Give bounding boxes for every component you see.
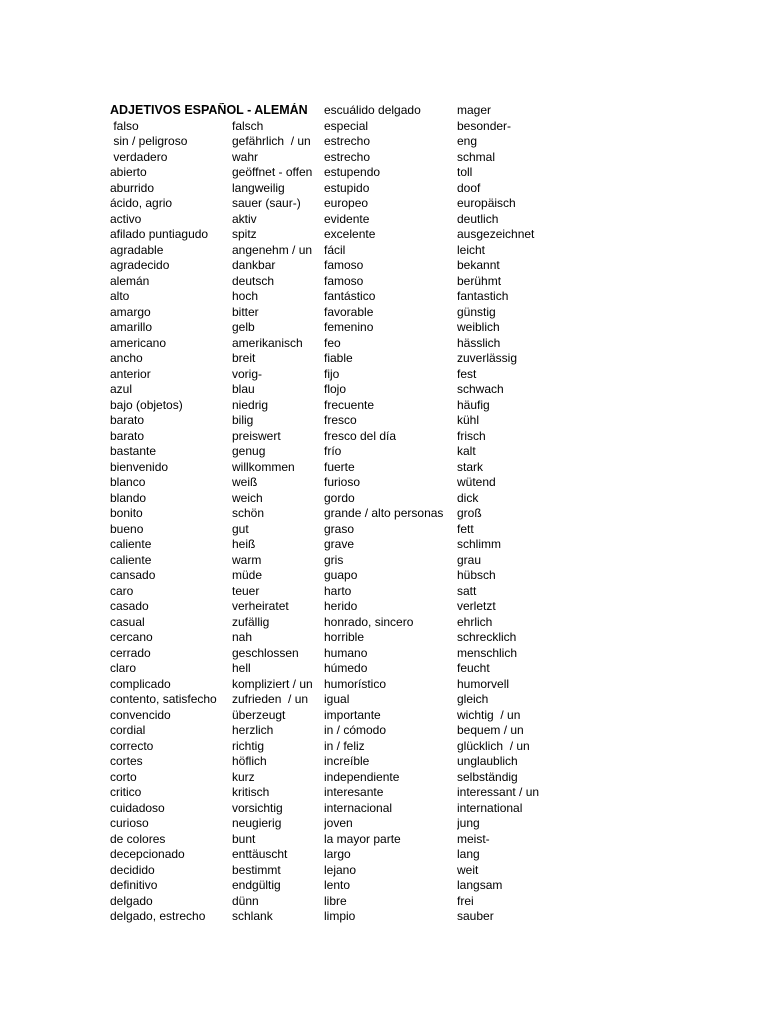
spanish-word: sin / peligroso: [110, 134, 188, 148]
german-word: ehrlich: [457, 614, 493, 629]
german-word: kurz: [232, 769, 255, 784]
spanish-word: humano: [324, 645, 368, 660]
spanish-word: humorístico: [324, 676, 387, 691]
german-word: bequem / un: [457, 723, 524, 737]
german-word: mager: [457, 103, 492, 117]
spanish-word: flojo: [324, 382, 347, 396]
spanish-word: amarillo: [110, 320, 153, 334]
german-word: jung: [457, 816, 480, 830]
german-word: vorig-: [232, 366, 263, 381]
spanish-word: caro: [110, 583, 134, 598]
spanish-word: critico: [110, 785, 142, 799]
spanish-word: agradable: [110, 242, 164, 257]
german-word: besonder-: [457, 118, 512, 133]
german-word: sauer (saur-): [232, 196, 301, 210]
german-word: blau: [232, 382, 255, 396]
spanish-word: interesante: [324, 785, 384, 799]
german-word: wütend: [457, 475, 496, 489]
spanish-word: estrecho: [324, 149, 371, 164]
spanish-word: delgado, estrecho: [110, 909, 206, 923]
german-word: überzeugt: [232, 707, 286, 722]
german-word: fett: [457, 521, 474, 536]
german-word: bunt: [232, 831, 256, 846]
spanish-word: grande / alto personas: [324, 506, 444, 520]
german-word: endgültig: [232, 878, 281, 892]
spanish-word: afilado puntiagudo: [110, 227, 209, 241]
german-word: interessant / un: [457, 785, 540, 799]
spanish-word: estrecho: [324, 134, 371, 148]
german-word: deutsch: [232, 273, 275, 288]
spanish-word: especial: [324, 118, 369, 133]
spanish-word: lejano: [324, 862, 357, 877]
german-word: leicht: [457, 242, 486, 257]
spanish-word: libre: [324, 893, 347, 908]
german-word: ausgezeichnet: [457, 227, 535, 241]
spanish-word: lento: [324, 878, 351, 892]
german-word: hässlich: [457, 335, 501, 350]
spanish-word: internacional: [324, 800, 393, 815]
german-word: zufällig: [232, 614, 270, 629]
german-word: weiblich: [457, 320, 500, 334]
german-word: gefährlich / un: [232, 134, 311, 148]
german-word: frei: [457, 893, 474, 908]
german-word: warm: [232, 552, 262, 567]
german-word: höflich: [232, 754, 267, 768]
german-word: gleich: [457, 692, 489, 706]
german-word: dick: [457, 490, 479, 505]
spanish-word: honrado, sincero: [324, 614, 414, 629]
spanish-word: cordial: [110, 723, 146, 737]
spanish-word: increíble: [324, 754, 370, 768]
spanish-word: horrible: [324, 630, 365, 644]
german-word: wahr: [232, 149, 259, 164]
spanish-word: convencido: [110, 707, 171, 722]
spanish-word: complicado: [110, 676, 171, 691]
spanish-word: limpio: [324, 909, 356, 923]
german-word: schwach: [457, 382, 504, 396]
spanish-word: bonito: [110, 506, 143, 520]
spanish-word: decepcionado: [110, 847, 185, 861]
german-word: verheiratet: [232, 599, 289, 613]
spanish-word: delgado: [110, 893, 153, 908]
spanish-word: fácil: [324, 242, 346, 257]
page-title: ADJETIVOS ESPAÑOL - ALEMÁN: [110, 103, 308, 117]
german-word: preiswert: [232, 428, 281, 443]
german-word: spitz: [232, 227, 257, 241]
german-word: heiß: [232, 537, 256, 551]
spanish-word: correcto: [110, 738, 154, 753]
german-word: selbständig: [457, 769, 518, 784]
spanish-word: grave: [324, 537, 355, 551]
spanish-word: amargo: [110, 304, 151, 319]
german-word: lang: [457, 847, 480, 861]
german-word: hoch: [232, 289, 259, 303]
spanish-word: fantástico: [324, 289, 376, 303]
german-word: günstig: [457, 304, 496, 319]
spanish-word: blando: [110, 490, 147, 505]
german-word: kompliziert / un: [232, 676, 313, 691]
spanish-word: anterior: [110, 366, 151, 381]
german-word: kalt: [457, 444, 476, 458]
spanish-word: falso: [110, 118, 139, 133]
spanish-word: cansado: [110, 568, 156, 582]
german-word: gut: [232, 521, 249, 536]
german-word: wichtig / un: [457, 707, 521, 722]
spanish-word: favorable: [324, 304, 374, 319]
spanish-word: guapo: [324, 568, 358, 582]
spanish-word: fiable: [324, 351, 353, 365]
spanish-word: frecuente: [324, 397, 375, 412]
german-word: willkommen: [232, 459, 295, 474]
german-word: hell: [232, 661, 251, 675]
spanish-word: fuerte: [324, 459, 355, 474]
german-word: weiß: [232, 475, 258, 489]
spanish-word: fresco: [324, 413, 357, 427]
german-word: schön: [232, 506, 265, 520]
spanish-word: ácido, agrio: [110, 196, 173, 210]
spanish-word: casual: [110, 614, 145, 629]
german-word: teuer: [232, 583, 260, 598]
spanish-word: barato: [110, 413, 145, 427]
spanish-word: de colores: [110, 831, 166, 846]
german-word: niedrig: [232, 397, 269, 412]
spanish-word: frío: [324, 444, 342, 458]
spanish-word: harto: [324, 583, 352, 598]
german-word: dünn: [232, 893, 259, 908]
german-word: amerikanisch: [232, 335, 303, 350]
spanish-word: aburrido: [110, 180, 155, 195]
german-word: doof: [457, 180, 481, 195]
spanish-word: fijo: [324, 366, 340, 381]
german-word: fest: [457, 366, 477, 381]
german-word: meist-: [457, 831, 490, 846]
german-word: müde: [232, 568, 263, 582]
german-word: schlank: [232, 909, 273, 923]
spanish-word: joven: [324, 816, 353, 830]
german-word: international: [457, 800, 523, 815]
spanish-word: caliente: [110, 552, 152, 567]
spanish-word: casado: [110, 599, 149, 613]
german-word: schrecklich: [457, 630, 517, 644]
spanish-word: claro: [110, 661, 137, 675]
spanish-word: bueno: [110, 521, 144, 536]
spanish-word: barato: [110, 428, 145, 443]
spanish-word: alemán: [110, 273, 150, 288]
german-word: europäisch: [457, 196, 516, 210]
spanish-word: evidente: [324, 211, 370, 226]
spanish-word: in / cómodo: [324, 723, 387, 737]
spanish-word: europeo: [324, 196, 369, 210]
spanish-word: bienvenido: [110, 459, 169, 474]
german-word: feucht: [457, 661, 490, 675]
spanish-word: cerrado: [110, 645, 151, 660]
german-word: bekannt: [457, 258, 500, 272]
spanish-word: agradecido: [110, 258, 170, 272]
german-word: schlimm: [457, 537, 501, 551]
spanish-word: estupendo: [324, 165, 381, 179]
spanish-word: fresco del día: [324, 428, 397, 443]
spanish-word: furioso: [324, 475, 361, 489]
german-word: nah: [232, 630, 253, 644]
spanish-word: corto: [110, 769, 137, 784]
german-word: falsch: [232, 118, 264, 133]
spanish-word: húmedo: [324, 661, 368, 675]
german-word: genug: [232, 444, 266, 458]
german-word: menschlich: [457, 645, 518, 660]
german-word: weich: [232, 490, 263, 505]
spanish-word: independiente: [324, 769, 400, 784]
german-word: sauber: [457, 909, 494, 923]
spanish-word: gris: [324, 552, 344, 567]
spanish-word: alto: [110, 289, 130, 303]
spanish-word: largo: [324, 847, 351, 861]
german-word: angenehm / un: [232, 242, 313, 257]
german-word: fantastich: [457, 289, 509, 303]
spanish-word: feo: [324, 335, 341, 350]
german-word: breit: [232, 351, 256, 365]
spanish-word: abierto: [110, 165, 147, 179]
german-word: glücklich / un: [457, 738, 530, 753]
spanish-word: definitivo: [110, 878, 158, 892]
german-word: bestimmt: [232, 862, 281, 877]
spanish-word: famoso: [324, 258, 364, 272]
german-word: herzlich: [232, 723, 274, 737]
german-word: enttäuscht: [232, 847, 288, 861]
spanish-word: escuálido delgado: [324, 103, 421, 117]
german-word: kritisch: [232, 785, 270, 799]
spanish-word: caliente: [110, 537, 152, 551]
spanish-word: la mayor parte: [324, 831, 401, 846]
german-word: grau: [457, 552, 482, 567]
german-word: bitter: [232, 304, 259, 319]
german-word: vorsichtig: [232, 800, 283, 815]
spanish-word: igual: [324, 692, 350, 706]
german-word: unglaublich: [457, 754, 518, 768]
spanish-word: in / feliz: [324, 738, 365, 753]
spanish-word: cuidadoso: [110, 800, 165, 815]
spanish-word: azul: [110, 382, 133, 396]
german-word: satt: [457, 583, 477, 598]
german-word: schmal: [457, 149, 496, 164]
spanish-word: decidido: [110, 862, 155, 877]
german-word: berühmt: [457, 273, 502, 288]
spanish-word: americano: [110, 335, 167, 350]
german-word: stark: [457, 459, 484, 474]
spanish-word: importante: [324, 707, 381, 722]
spanish-word: famoso: [324, 273, 364, 288]
german-word: verletzt: [457, 599, 496, 613]
german-word: deutlich: [457, 211, 499, 226]
german-word: hübsch: [457, 568, 496, 582]
spanish-word: ancho: [110, 351, 143, 365]
german-word: kühl: [457, 413, 480, 427]
german-word: geschlossen: [232, 645, 299, 660]
spanish-word: blanco: [110, 475, 146, 489]
german-word: toll: [457, 165, 473, 179]
german-word: gelb: [232, 320, 255, 334]
german-word: frisch: [457, 428, 486, 443]
german-word: neugierig: [232, 816, 282, 830]
spanish-word: herido: [324, 599, 358, 613]
german-word: langweilig: [232, 180, 285, 195]
spanish-word: verdadero: [110, 149, 168, 164]
spanish-word: excelente: [324, 227, 376, 241]
spanish-word: graso: [324, 521, 355, 536]
german-word: aktiv: [232, 211, 257, 226]
spanish-word: bastante: [110, 444, 157, 458]
german-word: dankbar: [232, 258, 276, 272]
spanish-word: femenino: [324, 320, 374, 334]
german-word: bilig: [232, 413, 254, 427]
german-word: zuverlässig: [457, 351, 518, 365]
german-word: zufrieden / un: [232, 692, 309, 706]
spanish-word: bajo (objetos): [110, 397, 183, 412]
german-word: häufig: [457, 397, 490, 412]
german-word: weit: [457, 862, 479, 877]
german-word: richtig: [232, 738, 265, 753]
spanish-word: cercano: [110, 630, 153, 644]
spanish-word: curioso: [110, 816, 149, 830]
spanish-word: activo: [110, 211, 142, 226]
spanish-word: cortes: [110, 754, 143, 768]
german-word: groß: [457, 506, 482, 520]
spanish-word: gordo: [324, 490, 355, 505]
german-word: humorvell: [457, 676, 510, 691]
spanish-word: estupido: [324, 180, 370, 195]
german-word: langsam: [457, 878, 503, 892]
german-word: eng: [457, 134, 478, 148]
german-word: geöffnet - offen: [232, 165, 313, 179]
spanish-word: contento, satisfecho: [110, 692, 217, 706]
